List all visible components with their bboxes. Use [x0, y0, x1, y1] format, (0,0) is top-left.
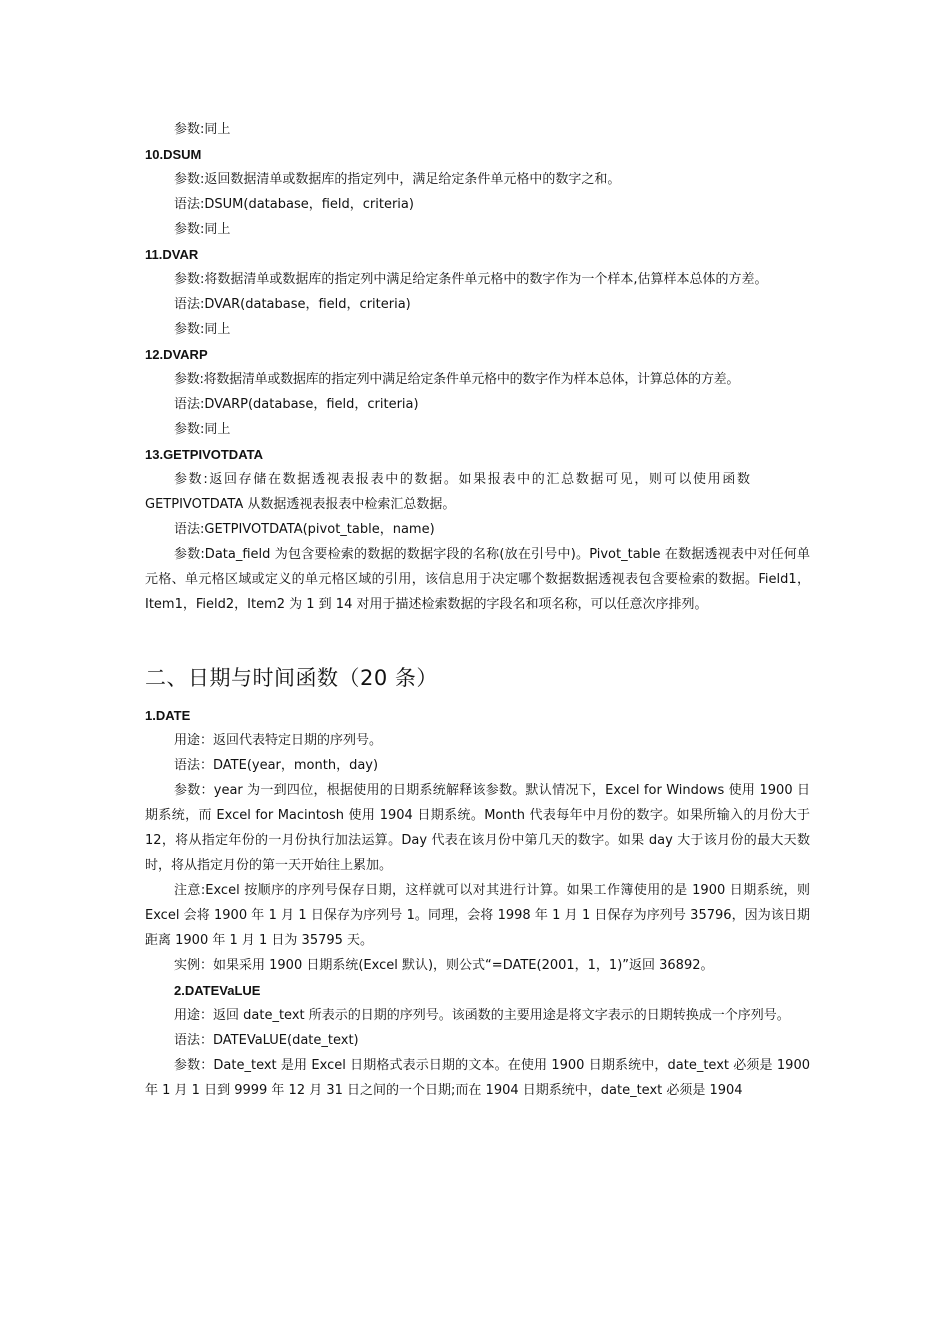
dvarp-syntax-text: 语法:DVARP(database，field，criteria)	[174, 397, 419, 412]
param-same-text: 参数:同上	[174, 122, 231, 137]
datevalue-syntax-text: 语法：DATEVaLUE(date_text)	[174, 1033, 359, 1048]
dvar-same-text: 参数:同上	[174, 322, 231, 337]
datevalue-heading: 2.DATEVaLUE	[174, 983, 261, 998]
dsum-param-text: 参数:返回数据清单或数据库的指定列中，满足给定条件单元格中的数字之和。	[174, 172, 621, 187]
dvarp-heading: 12.DVARP	[145, 347, 208, 362]
date-syntax-text: 语法：DATE(year，month，day)	[174, 758, 379, 773]
dvarp-param-text: 参数:将数据清单或数据库的指定列中满足给定条件单元格中的数字作为样本总体，计算总体的方差。	[174, 372, 740, 387]
getpivotdata-heading: 13.GETPIVOTDATA	[145, 447, 263, 462]
dsum-syntax-text: 语法:DSUM(database，field，criteria)	[174, 197, 414, 212]
dvar-heading: 11.DVAR	[145, 247, 199, 262]
dsum-heading: 10.DSUM	[145, 147, 202, 162]
getpivotdata-param-text: 参数:返回存储在数据透视表报表中的数据。如果报表中的汇总数据可见，则可以使用函数GETPIVOTDATA 从数据透视表报表中检索汇总数据。	[145, 472, 750, 512]
document-body	[145, 117, 810, 1103]
datevalue-param-text: 参数：Date_text 是用 Excel 日期格式表示日期的文本。在使用 1900 日期系统中，date_text 必须是 1900 年 1 月 1 日到 9999 年 12 月 31 日之间的一个日期;而在 1904 日期系统中，date_text 必须是 1904	[145, 1058, 810, 1098]
datevalue-use-text: 用途：返回 date_text 所表示的日期的序列号。该函数的主要用途是将文字表示的日期转换成一个序列号。	[174, 1008, 790, 1023]
date-example-text: 实例：如果采用 1900 日期系统(Excel 默认)，则公式“=DATE(2001，1，1)”返回 36892。	[174, 958, 714, 973]
date-note-text: 注意:Excel 按顺序的序列号保存日期，这样就可以对其进行计算。如果工作簿使用的是 1900 日期系统，则 Excel 会将 1900 年 1 月 1 日保存为序列号 1。同理，会将 1998 年 1 月 1 日保存为序列号 35796，因为该日期距离 1900 年 1 月 1 日为 35795 天。	[145, 883, 810, 948]
date-heading: 1.DATE	[145, 708, 191, 723]
getpivotdata-param2-text: 参数:Data_field 为包含要检索的数据的数据字段的名称(放在引号中)。Pivot_table 在数据透视表中对任何单元格、单元格区域或定义的单元格区域的引用，该信息用于决定哪个数据数据透视表包含要检索的数据。Field1，Item1，Field2，Item2 为 1 到 14 对用于描述检索数据的字段名和项名称，可以任意次序排列。	[145, 547, 810, 612]
dvarp-same-text: 参数:同上	[174, 422, 231, 437]
section-title: 二、日期与时间函数（20 条）	[145, 666, 438, 690]
date-param-text: 参数：year 为一到四位，根据使用的日期系统解释该参数。默认情况下，Excel for Windows 使用 1900 日期系统，而 Excel for Macintosh 使用 1904 日期系统。Month 代表每年中月份的数字。如果所输入的月份大于 12，将从指定年份的一月份执行加法运算。Day 代表在该月份中第几天的数字。如果 day 大于该月份的最大天数时，将从指定月份的第一天开始往上累加。	[145, 783, 810, 873]
dvar-param-text: 参数:将数据清单或数据库的指定列中满足给定条件单元格中的数字作为一个样本,估算样本总体的方差。	[174, 272, 768, 287]
dvar-syntax-text: 语法:DVAR(database，field，criteria)	[174, 297, 411, 312]
getpivotdata-syntax-text: 语法:GETPIVOTDATA(pivot_table，name)	[174, 522, 435, 537]
dsum-same-text: 参数:同上	[174, 222, 231, 237]
date-use-text: 用途：返回代表特定日期的序列号。	[174, 733, 383, 748]
